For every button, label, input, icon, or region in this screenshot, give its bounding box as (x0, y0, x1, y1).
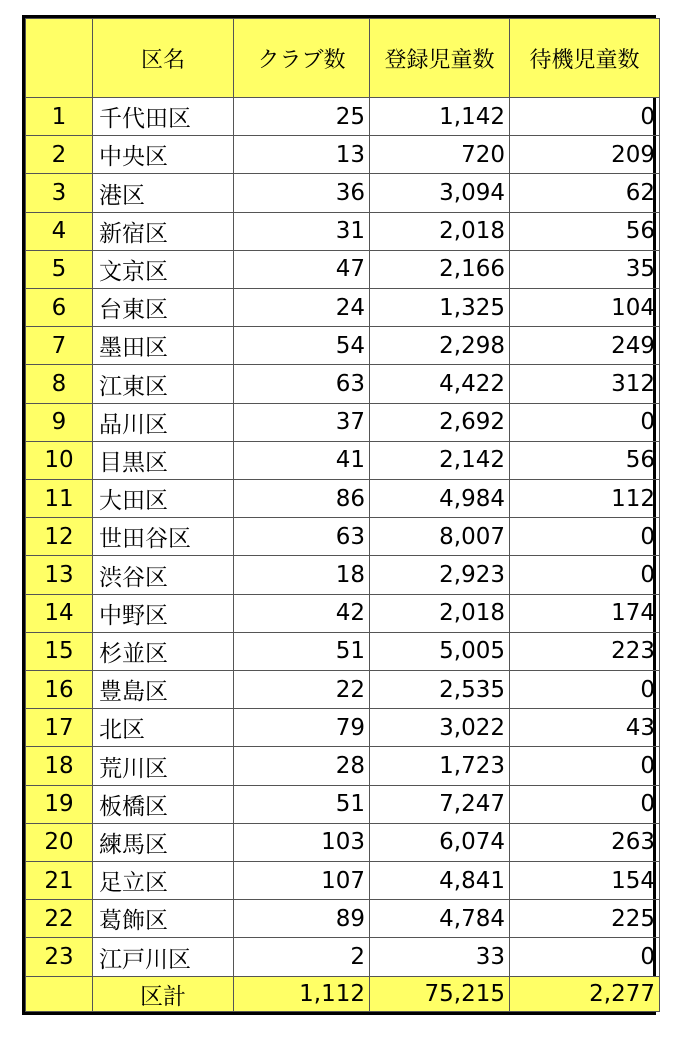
ward-name: 練馬区 (93, 823, 234, 861)
ward-name: 豊島区 (93, 671, 234, 709)
table-row (26, 823, 660, 861)
header-ward-name: 区名 (93, 19, 234, 98)
table-row (26, 709, 660, 747)
row-number: 15 (26, 632, 93, 670)
waiting-children: 154 (510, 862, 660, 900)
club-count: 51 (234, 785, 370, 823)
total-registered-children: 75,215 (370, 977, 510, 1012)
registered-children: 2,923 (370, 556, 510, 594)
waiting-children: 249 (510, 327, 660, 365)
ward-name: 江東区 (93, 365, 234, 403)
ward-name: 新宿区 (93, 212, 234, 250)
registered-children: 3,094 (370, 174, 510, 212)
ward-name: 中野区 (93, 594, 234, 632)
row-number: 12 (26, 518, 93, 556)
row-number: 5 (26, 250, 93, 288)
club-count: 63 (234, 365, 370, 403)
ward-name: 中央区 (93, 136, 234, 174)
club-count: 41 (234, 441, 370, 479)
ward-name: 文京区 (93, 250, 234, 288)
table-row (26, 594, 660, 632)
club-count: 31 (234, 212, 370, 250)
waiting-children: 174 (510, 594, 660, 632)
table-row (26, 136, 660, 174)
row-number: 13 (26, 556, 93, 594)
table-row (26, 518, 660, 556)
table-row (26, 98, 660, 136)
registered-children: 2,692 (370, 403, 510, 441)
club-count: 103 (234, 823, 370, 861)
waiting-children: 263 (510, 823, 660, 861)
row-number: 3 (26, 174, 93, 212)
ward-name: 目黒区 (93, 441, 234, 479)
registered-children: 8,007 (370, 518, 510, 556)
row-number: 22 (26, 900, 93, 938)
table-row (26, 862, 660, 900)
table-row (26, 785, 660, 823)
row-number: 4 (26, 212, 93, 250)
table-row (26, 403, 660, 441)
waiting-children: 312 (510, 365, 660, 403)
waiting-children: 225 (510, 900, 660, 938)
club-count: 89 (234, 900, 370, 938)
registered-children: 1,142 (370, 98, 510, 136)
waiting-children: 112 (510, 480, 660, 518)
ward-name: 渋谷区 (93, 556, 234, 594)
registered-children: 3,022 (370, 709, 510, 747)
registered-children: 2,166 (370, 250, 510, 288)
ward-name: 板橋区 (93, 785, 234, 823)
row-number: 7 (26, 327, 93, 365)
table-row (26, 250, 660, 288)
registered-children: 7,247 (370, 785, 510, 823)
registered-children: 2,018 (370, 594, 510, 632)
club-count: 79 (234, 709, 370, 747)
registered-children: 33 (370, 938, 510, 977)
table-row (26, 365, 660, 403)
row-number: 14 (26, 594, 93, 632)
header-club-count: クラブ数 (234, 19, 370, 98)
waiting-children: 0 (510, 556, 660, 594)
waiting-children: 0 (510, 403, 660, 441)
row-number: 20 (26, 823, 93, 861)
row-number: 6 (26, 289, 93, 327)
total-label: 区計 (93, 977, 234, 1012)
ward-name: 荒川区 (93, 747, 234, 785)
waiting-children: 0 (510, 98, 660, 136)
table-row (26, 632, 660, 670)
club-count: 2 (234, 938, 370, 977)
table-row (26, 900, 660, 938)
table-row (26, 212, 660, 250)
waiting-children: 62 (510, 174, 660, 212)
table-row (26, 441, 660, 479)
ward-name: 千代田区 (93, 98, 234, 136)
waiting-children: 209 (510, 136, 660, 174)
waiting-children: 0 (510, 938, 660, 977)
ward-name: 大田区 (93, 480, 234, 518)
table-row (26, 480, 660, 518)
ward-name: 足立区 (93, 862, 234, 900)
club-count: 25 (234, 98, 370, 136)
ward-name: 台東区 (93, 289, 234, 327)
table-row (26, 671, 660, 709)
club-count: 42 (234, 594, 370, 632)
table-row (26, 289, 660, 327)
registered-children: 4,841 (370, 862, 510, 900)
row-number: 16 (26, 671, 93, 709)
row-number: 11 (26, 480, 93, 518)
total-waiting-children: 2,277 (510, 977, 660, 1012)
total-club-count: 1,112 (234, 977, 370, 1012)
club-count: 86 (234, 480, 370, 518)
header-waiting-children: 待機児童数 (510, 19, 660, 98)
club-count: 28 (234, 747, 370, 785)
waiting-children: 104 (510, 289, 660, 327)
row-number: 9 (26, 403, 93, 441)
table-row (26, 174, 660, 212)
waiting-children: 0 (510, 785, 660, 823)
waiting-children: 56 (510, 212, 660, 250)
club-count: 13 (234, 136, 370, 174)
row-number: 10 (26, 441, 93, 479)
registered-children: 5,005 (370, 632, 510, 670)
club-count: 36 (234, 174, 370, 212)
ward-name: 葛飾区 (93, 900, 234, 938)
registered-children: 2,142 (370, 441, 510, 479)
table-row (26, 556, 660, 594)
registered-children: 2,535 (370, 671, 510, 709)
row-number: 17 (26, 709, 93, 747)
row-number: 8 (26, 365, 93, 403)
header-row (26, 19, 660, 98)
row-number: 23 (26, 938, 93, 977)
registered-children: 4,984 (370, 480, 510, 518)
waiting-children: 0 (510, 518, 660, 556)
waiting-children: 0 (510, 671, 660, 709)
club-count: 54 (234, 327, 370, 365)
ward-name: 江戸川区 (93, 938, 234, 977)
registered-children: 720 (370, 136, 510, 174)
registered-children: 1,723 (370, 747, 510, 785)
registered-children: 6,074 (370, 823, 510, 861)
ward-club-table-frame (22, 15, 656, 1015)
registered-children: 4,784 (370, 900, 510, 938)
ward-name: 北区 (93, 709, 234, 747)
waiting-children: 56 (510, 441, 660, 479)
waiting-children: 0 (510, 747, 660, 785)
club-count: 18 (234, 556, 370, 594)
club-count: 24 (234, 289, 370, 327)
waiting-children: 43 (510, 709, 660, 747)
table-row (26, 747, 660, 785)
ward-name: 品川区 (93, 403, 234, 441)
total-number-cell (26, 977, 93, 1012)
ward-name: 世田谷区 (93, 518, 234, 556)
header-number (26, 19, 93, 98)
club-count: 47 (234, 250, 370, 288)
row-number: 2 (26, 136, 93, 174)
ward-name: 港区 (93, 174, 234, 212)
club-count: 22 (234, 671, 370, 709)
club-count: 51 (234, 632, 370, 670)
club-count: 107 (234, 862, 370, 900)
table-row (26, 938, 660, 977)
header-registered-children: 登録児童数 (370, 19, 510, 98)
row-number: 21 (26, 862, 93, 900)
registered-children: 2,298 (370, 327, 510, 365)
waiting-children: 223 (510, 632, 660, 670)
table-row (26, 327, 660, 365)
ward-name: 墨田区 (93, 327, 234, 365)
total-row (26, 977, 660, 1012)
registered-children: 1,325 (370, 289, 510, 327)
club-count: 37 (234, 403, 370, 441)
club-count: 63 (234, 518, 370, 556)
row-number: 1 (26, 98, 93, 136)
waiting-children: 35 (510, 250, 660, 288)
ward-club-table (25, 18, 660, 1012)
registered-children: 2,018 (370, 212, 510, 250)
row-number: 18 (26, 747, 93, 785)
row-number: 19 (26, 785, 93, 823)
ward-name: 杉並区 (93, 632, 234, 670)
registered-children: 4,422 (370, 365, 510, 403)
